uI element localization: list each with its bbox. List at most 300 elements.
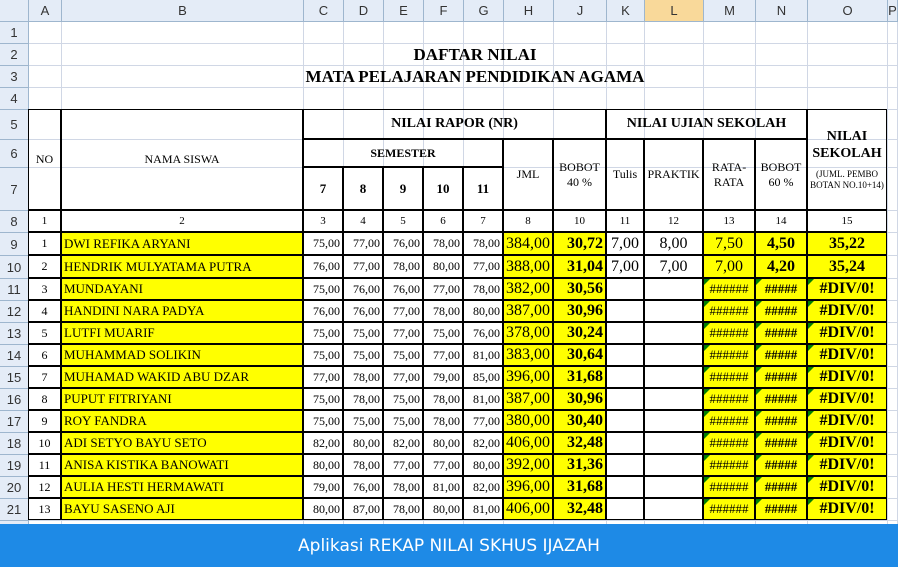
- semester-score[interactable]: 80,00: [343, 432, 383, 454]
- student-name[interactable]: MUHAMAD WAKID ABU DZAR: [61, 366, 303, 388]
- column-number-13[interactable]: 13: [703, 210, 755, 232]
- rata-rata-value[interactable]: ######: [703, 432, 755, 454]
- semester-score[interactable]: 87,00: [343, 498, 383, 520]
- student-name[interactable]: AULIA HESTI HERMAWATI: [61, 476, 303, 498]
- grid-cell[interactable]: [704, 22, 756, 44]
- row-header-12[interactable]: 12: [0, 301, 29, 323]
- student-name[interactable]: PUPUT FITRIYANI: [61, 388, 303, 410]
- row-header-21[interactable]: 21: [0, 499, 29, 521]
- rata-rata-value[interactable]: 7,00: [703, 255, 755, 278]
- jml-value[interactable]: 387,00: [503, 300, 553, 322]
- bobot40-value[interactable]: 30,96: [553, 300, 606, 322]
- rata-rata-value[interactable]: ######: [703, 454, 755, 476]
- rata-rata-value[interactable]: ######: [703, 322, 755, 344]
- column-number-5[interactable]: 5: [383, 210, 423, 232]
- student-name[interactable]: ANISA KISTIKA BANOWATI: [61, 454, 303, 476]
- bobot60-value[interactable]: #####: [755, 300, 807, 322]
- student-no[interactable]: 4: [28, 300, 61, 322]
- jml-value[interactable]: 387,00: [503, 388, 553, 410]
- semester-score[interactable]: 77,00: [423, 278, 463, 300]
- grid-cell[interactable]: [464, 22, 504, 44]
- semester-score[interactable]: 78,00: [343, 454, 383, 476]
- grid-cell[interactable]: [29, 88, 62, 110]
- column-number-15[interactable]: 15: [807, 210, 887, 232]
- tulis-value[interactable]: [606, 410, 644, 432]
- grid-cell[interactable]: [888, 211, 898, 233]
- grid-cell[interactable]: [504, 88, 554, 110]
- column-header-h[interactable]: H: [504, 0, 554, 22]
- jml-value[interactable]: 392,00: [503, 454, 553, 476]
- row-header-14[interactable]: 14: [0, 345, 29, 367]
- grid-cell[interactable]: [888, 323, 898, 345]
- semester-score[interactable]: 78,00: [423, 232, 463, 255]
- semester-score[interactable]: 75,00: [303, 322, 343, 344]
- column-number-6[interactable]: 6: [423, 210, 463, 232]
- jml-value[interactable]: 388,00: [503, 255, 553, 278]
- bobot60-value[interactable]: #####: [755, 498, 807, 520]
- semester-score[interactable]: 80,00: [423, 498, 463, 520]
- jml-value[interactable]: 378,00: [503, 322, 553, 344]
- semester-score[interactable]: 75,00: [423, 322, 463, 344]
- student-no[interactable]: 7: [28, 366, 61, 388]
- nilai-sekolah-value[interactable]: #DIV/0!: [807, 476, 887, 498]
- grid-cell[interactable]: [888, 499, 898, 521]
- grid-cell[interactable]: [888, 22, 898, 44]
- grid-cell[interactable]: [554, 22, 607, 44]
- semester-score[interactable]: 76,00: [343, 476, 383, 498]
- bobot40-value[interactable]: 30,72: [553, 232, 606, 255]
- column-number-14[interactable]: 14: [755, 210, 807, 232]
- semester-score[interactable]: 80,00: [423, 255, 463, 278]
- grid-cell[interactable]: [888, 433, 898, 455]
- jml-value[interactable]: 396,00: [503, 366, 553, 388]
- tulis-value[interactable]: [606, 498, 644, 520]
- header-semester-9[interactable]: 9: [383, 167, 423, 210]
- column-header-p[interactable]: P: [888, 0, 898, 22]
- nilai-sekolah-value[interactable]: 35,22: [807, 232, 887, 255]
- header-semester-7[interactable]: 7: [303, 167, 343, 210]
- column-header-m[interactable]: M: [704, 0, 756, 22]
- rata-rata-value[interactable]: 7,50: [703, 232, 755, 255]
- header-semester-11[interactable]: 11: [463, 167, 503, 210]
- column-number-7[interactable]: 7: [463, 210, 503, 232]
- semester-score[interactable]: 82,00: [303, 432, 343, 454]
- bobot40-value[interactable]: 30,40: [553, 410, 606, 432]
- semester-score[interactable]: 77,00: [343, 232, 383, 255]
- semester-score[interactable]: 75,00: [383, 410, 423, 432]
- column-number-1[interactable]: 1: [28, 210, 61, 232]
- grid-cell[interactable]: [888, 66, 898, 88]
- column-header-n[interactable]: N: [756, 0, 808, 22]
- row-header-7[interactable]: 7: [0, 168, 29, 211]
- semester-score[interactable]: 77,00: [383, 300, 423, 322]
- row-header-2[interactable]: 2: [0, 44, 29, 66]
- grid-cell[interactable]: [756, 22, 808, 44]
- bobot40-value[interactable]: 31,04: [553, 255, 606, 278]
- student-no[interactable]: 9: [28, 410, 61, 432]
- grid-cell[interactable]: [888, 345, 898, 367]
- student-no[interactable]: 8: [28, 388, 61, 410]
- header-bobot-60[interactable]: BOBOT 60 %: [755, 139, 807, 210]
- row-header-6[interactable]: 6: [0, 140, 29, 168]
- semester-score[interactable]: 82,00: [463, 476, 503, 498]
- semester-score[interactable]: 76,00: [383, 232, 423, 255]
- semester-score[interactable]: 81,00: [423, 476, 463, 498]
- student-name[interactable]: BAYU SASENO AJI: [61, 498, 303, 520]
- row-header-9[interactable]: 9: [0, 233, 29, 256]
- row-header-19[interactable]: 19: [0, 455, 29, 477]
- jml-value[interactable]: 384,00: [503, 232, 553, 255]
- header-nama-siswa[interactable]: NAMA SISWA: [61, 109, 303, 210]
- row-header-3[interactable]: 3: [0, 66, 29, 88]
- semester-score[interactable]: 78,00: [423, 388, 463, 410]
- student-no[interactable]: 10: [28, 432, 61, 454]
- nilai-sekolah-value[interactable]: #DIV/0!: [807, 322, 887, 344]
- student-name[interactable]: MUHAMMAD SOLIKIN: [61, 344, 303, 366]
- rata-rata-value[interactable]: ######: [703, 410, 755, 432]
- tulis-value[interactable]: [606, 476, 644, 498]
- praktik-value[interactable]: 8,00: [644, 232, 703, 255]
- grid-cell[interactable]: [29, 22, 62, 44]
- row-header-8[interactable]: 8: [0, 211, 29, 233]
- jml-value[interactable]: 383,00: [503, 344, 553, 366]
- grid-cell[interactable]: [607, 88, 645, 110]
- grid-cell[interactable]: [888, 88, 898, 110]
- praktik-value[interactable]: [644, 278, 703, 300]
- student-name[interactable]: HANDINI NARA PADYA: [61, 300, 303, 322]
- column-number-3[interactable]: 3: [303, 210, 343, 232]
- nilai-sekolah-value[interactable]: #DIV/0!: [807, 388, 887, 410]
- grid-cell[interactable]: [808, 88, 888, 110]
- grid-cell[interactable]: [756, 88, 808, 110]
- row-header-18[interactable]: 18: [0, 433, 29, 455]
- bobot40-value[interactable]: 31,68: [553, 366, 606, 388]
- grid-cell[interactable]: [888, 389, 898, 411]
- semester-score[interactable]: 77,00: [383, 454, 423, 476]
- tulis-value[interactable]: 7,00: [606, 255, 644, 278]
- semester-score[interactable]: 76,00: [343, 278, 383, 300]
- student-no[interactable]: 13: [28, 498, 61, 520]
- column-number-8[interactable]: 8: [503, 210, 553, 232]
- semester-score[interactable]: 82,00: [383, 432, 423, 454]
- semester-score[interactable]: 78,00: [463, 232, 503, 255]
- tulis-value[interactable]: [606, 322, 644, 344]
- bobot60-value[interactable]: 4,20: [755, 255, 807, 278]
- grid-cell[interactable]: [645, 22, 704, 44]
- rata-rata-value[interactable]: ######: [703, 476, 755, 498]
- semester-score[interactable]: 78,00: [383, 476, 423, 498]
- semester-score[interactable]: 75,00: [303, 278, 343, 300]
- praktik-value[interactable]: [644, 300, 703, 322]
- semester-score[interactable]: 75,00: [303, 344, 343, 366]
- header-tulis[interactable]: Tulis: [606, 139, 644, 210]
- semester-score[interactable]: 76,00: [343, 300, 383, 322]
- student-name[interactable]: HENDRIK MULYATAMA PUTRA: [61, 255, 303, 278]
- column-header-o[interactable]: O: [808, 0, 888, 22]
- grid-cell[interactable]: [704, 88, 756, 110]
- nilai-sekolah-value[interactable]: #DIV/0!: [807, 410, 887, 432]
- bobot40-value[interactable]: 32,48: [553, 498, 606, 520]
- grid-cell[interactable]: [888, 411, 898, 433]
- semester-score[interactable]: 78,00: [383, 255, 423, 278]
- row-header-16[interactable]: 16: [0, 389, 29, 411]
- bobot60-value[interactable]: #####: [755, 410, 807, 432]
- semester-score[interactable]: 77,00: [383, 322, 423, 344]
- rata-rata-value[interactable]: ######: [703, 366, 755, 388]
- grid-cell[interactable]: [888, 233, 898, 256]
- row-header-20[interactable]: 20: [0, 477, 29, 499]
- student-name[interactable]: MUNDAYANI: [61, 278, 303, 300]
- header-nilai-ujian[interactable]: NILAI UJIAN SEKOLAH: [606, 109, 807, 139]
- column-header-e[interactable]: E: [384, 0, 424, 22]
- header-semester-8[interactable]: 8: [343, 167, 383, 210]
- row-header-17[interactable]: 17: [0, 411, 29, 433]
- grid-cell[interactable]: [888, 279, 898, 301]
- praktik-value[interactable]: [644, 498, 703, 520]
- semester-score[interactable]: 81,00: [463, 344, 503, 366]
- student-no[interactable]: 2: [28, 255, 61, 278]
- bobot60-value[interactable]: #####: [755, 432, 807, 454]
- grid-cell[interactable]: [888, 301, 898, 323]
- praktik-value[interactable]: [644, 388, 703, 410]
- row-header-5[interactable]: 5: [0, 110, 29, 140]
- bobot40-value[interactable]: 30,64: [553, 344, 606, 366]
- rata-rata-value[interactable]: ######: [703, 300, 755, 322]
- jml-value[interactable]: 382,00: [503, 278, 553, 300]
- nilai-sekolah-value[interactable]: #DIV/0!: [807, 300, 887, 322]
- bobot40-value[interactable]: 30,96: [553, 388, 606, 410]
- nilai-sekolah-value[interactable]: #DIV/0!: [807, 278, 887, 300]
- rata-rata-value[interactable]: ######: [703, 278, 755, 300]
- semester-score[interactable]: 77,00: [343, 255, 383, 278]
- bobot60-value[interactable]: 4,50: [755, 232, 807, 255]
- tulis-value[interactable]: [606, 300, 644, 322]
- grid-cell[interactable]: [888, 256, 898, 279]
- semester-score[interactable]: 85,00: [463, 366, 503, 388]
- grid-cell[interactable]: [888, 140, 898, 168]
- semester-score[interactable]: 75,00: [303, 232, 343, 255]
- header-praktik[interactable]: PRAKTIK: [644, 139, 703, 210]
- student-no[interactable]: 11: [28, 454, 61, 476]
- praktik-value[interactable]: [644, 454, 703, 476]
- tulis-value[interactable]: [606, 388, 644, 410]
- semester-score[interactable]: 81,00: [463, 498, 503, 520]
- bobot40-value[interactable]: 32,48: [553, 432, 606, 454]
- praktik-value[interactable]: [644, 322, 703, 344]
- bobot60-value[interactable]: #####: [755, 278, 807, 300]
- rata-rata-value[interactable]: ######: [703, 388, 755, 410]
- semester-score[interactable]: 76,00: [463, 322, 503, 344]
- column-header-a[interactable]: A: [29, 0, 62, 22]
- semester-score[interactable]: 77,00: [423, 344, 463, 366]
- semester-score[interactable]: 75,00: [383, 388, 423, 410]
- bobot60-value[interactable]: #####: [755, 476, 807, 498]
- rata-rata-value[interactable]: ######: [703, 344, 755, 366]
- semester-score[interactable]: 78,00: [423, 410, 463, 432]
- bobot60-value[interactable]: #####: [755, 388, 807, 410]
- row-header-11[interactable]: 11: [0, 279, 29, 301]
- semester-score[interactable]: 76,00: [303, 255, 343, 278]
- row-header-10[interactable]: 10: [0, 256, 29, 279]
- tulis-value[interactable]: 7,00: [606, 232, 644, 255]
- praktik-value[interactable]: [644, 366, 703, 388]
- grid-cell[interactable]: [424, 22, 464, 44]
- grid-cell[interactable]: [304, 88, 344, 110]
- semester-score[interactable]: 78,00: [343, 388, 383, 410]
- nilai-sekolah-value[interactable]: #DIV/0!: [807, 366, 887, 388]
- grid-cell[interactable]: [607, 22, 645, 44]
- semester-score[interactable]: 77,00: [463, 255, 503, 278]
- semester-score[interactable]: 77,00: [423, 454, 463, 476]
- grid-cell[interactable]: [62, 88, 304, 110]
- semester-score[interactable]: 75,00: [343, 322, 383, 344]
- semester-score[interactable]: 75,00: [343, 344, 383, 366]
- grid-cell[interactable]: [62, 22, 304, 44]
- semester-score[interactable]: 79,00: [303, 476, 343, 498]
- column-header-j[interactable]: J: [554, 0, 607, 22]
- grid-cell[interactable]: [344, 22, 384, 44]
- grid-cell[interactable]: [504, 22, 554, 44]
- semester-score[interactable]: 80,00: [463, 454, 503, 476]
- semester-score[interactable]: 78,00: [383, 498, 423, 520]
- grid-cell[interactable]: [29, 44, 62, 66]
- semester-score[interactable]: 82,00: [463, 432, 503, 454]
- tulis-value[interactable]: [606, 454, 644, 476]
- student-name[interactable]: DWI REFIKA ARYANI: [61, 232, 303, 255]
- column-number-4[interactable]: 4: [343, 210, 383, 232]
- tulis-value[interactable]: [606, 432, 644, 454]
- header-nilai-rapor[interactable]: NILAI RAPOR (NR): [303, 109, 606, 139]
- semester-score[interactable]: 77,00: [463, 410, 503, 432]
- row-header-13[interactable]: 13: [0, 323, 29, 345]
- header-semester-10[interactable]: 10: [423, 167, 463, 210]
- column-header-g[interactable]: G: [464, 0, 504, 22]
- student-no[interactable]: 3: [28, 278, 61, 300]
- sheet-title[interactable]: DAFTAR NILAI: [413, 45, 537, 64]
- row-header-15[interactable]: 15: [0, 367, 29, 389]
- semester-score[interactable]: 80,00: [303, 454, 343, 476]
- semester-score[interactable]: 80,00: [303, 498, 343, 520]
- grid-cell[interactable]: [424, 88, 464, 110]
- column-number-11[interactable]: 11: [606, 210, 644, 232]
- jml-value[interactable]: 406,00: [503, 432, 553, 454]
- student-no[interactable]: 5: [28, 322, 61, 344]
- tulis-value[interactable]: [606, 278, 644, 300]
- nilai-sekolah-value[interactable]: #DIV/0!: [807, 454, 887, 476]
- header-no[interactable]: NO: [28, 109, 61, 210]
- header-nilai-sekolah[interactable]: [807, 109, 887, 210]
- semester-score[interactable]: 81,00: [463, 388, 503, 410]
- column-header-b[interactable]: B: [62, 0, 304, 22]
- semester-score[interactable]: 78,00: [343, 366, 383, 388]
- column-header-f[interactable]: F: [424, 0, 464, 22]
- bobot40-value[interactable]: 30,24: [553, 322, 606, 344]
- column-header-d[interactable]: D: [344, 0, 384, 22]
- column-header-c[interactable]: C: [304, 0, 344, 22]
- header-rata-rata[interactable]: RATA-RATA: [703, 139, 755, 210]
- row-header-4[interactable]: 4: [0, 88, 29, 110]
- student-no[interactable]: 12: [28, 476, 61, 498]
- bobot60-value[interactable]: #####: [755, 366, 807, 388]
- grid-cell[interactable]: [645, 88, 704, 110]
- column-number-2[interactable]: 2: [61, 210, 303, 232]
- semester-score[interactable]: 75,00: [303, 410, 343, 432]
- student-no[interactable]: 6: [28, 344, 61, 366]
- semester-score[interactable]: 75,00: [343, 410, 383, 432]
- jml-value[interactable]: 396,00: [503, 476, 553, 498]
- student-no[interactable]: 1: [28, 232, 61, 255]
- bobot60-value[interactable]: #####: [755, 344, 807, 366]
- grid-cell[interactable]: [888, 44, 898, 66]
- semester-score[interactable]: 77,00: [303, 366, 343, 388]
- grid-cell[interactable]: [384, 88, 424, 110]
- bobot40-value[interactable]: 31,36: [553, 454, 606, 476]
- grid-cell[interactable]: [554, 88, 607, 110]
- grid-cell[interactable]: [888, 477, 898, 499]
- grid-cell[interactable]: [808, 22, 888, 44]
- praktik-value[interactable]: [644, 410, 703, 432]
- jml-value[interactable]: 406,00: [503, 498, 553, 520]
- bobot60-value[interactable]: #####: [755, 322, 807, 344]
- semester-score[interactable]: 75,00: [383, 344, 423, 366]
- row-header-1[interactable]: 1: [0, 22, 29, 44]
- semester-score[interactable]: 78,00: [423, 300, 463, 322]
- grid-cell[interactable]: [888, 110, 898, 140]
- semester-score[interactable]: 75,00: [303, 388, 343, 410]
- column-number-10[interactable]: 10: [553, 210, 606, 232]
- praktik-value[interactable]: [644, 476, 703, 498]
- praktik-value[interactable]: 7,00: [644, 255, 703, 278]
- column-number-12[interactable]: 12: [644, 210, 703, 232]
- header-semester[interactable]: SEMESTER: [303, 139, 503, 167]
- semester-score[interactable]: 78,00: [463, 278, 503, 300]
- nilai-sekolah-value[interactable]: #DIV/0!: [807, 344, 887, 366]
- bobot60-value[interactable]: #####: [755, 454, 807, 476]
- jml-value[interactable]: 380,00: [503, 410, 553, 432]
- grid-cell[interactable]: [304, 22, 344, 44]
- semester-score[interactable]: 80,00: [463, 300, 503, 322]
- nilai-sekolah-value[interactable]: #DIV/0!: [807, 432, 887, 454]
- grid-cell[interactable]: [888, 168, 898, 211]
- semester-score[interactable]: 79,00: [423, 366, 463, 388]
- praktik-value[interactable]: [644, 344, 703, 366]
- semester-score[interactable]: 77,00: [383, 366, 423, 388]
- praktik-value[interactable]: [644, 432, 703, 454]
- grid-cell[interactable]: [29, 66, 62, 88]
- grid-cell[interactable]: [888, 455, 898, 477]
- grid-cell[interactable]: [344, 88, 384, 110]
- column-header-l[interactable]: L: [645, 0, 704, 22]
- column-header-k[interactable]: K: [607, 0, 645, 22]
- bobot40-value[interactable]: 31,68: [553, 476, 606, 498]
- tulis-value[interactable]: [606, 344, 644, 366]
- select-all-corner[interactable]: [0, 0, 29, 22]
- student-name[interactable]: ADI SETYO BAYU SETO: [61, 432, 303, 454]
- grid-cell[interactable]: [464, 88, 504, 110]
- bobot40-value[interactable]: 30,56: [553, 278, 606, 300]
- grid-cell[interactable]: [384, 22, 424, 44]
- sheet-subtitle[interactable]: MATA PELAJARAN PENDIDIKAN AGAMA: [305, 67, 645, 86]
- header-jml[interactable]: JML: [503, 139, 553, 210]
- student-name[interactable]: LUTFI MUARIF: [61, 322, 303, 344]
- semester-score[interactable]: 76,00: [303, 300, 343, 322]
- nilai-sekolah-value[interactable]: 35,24: [807, 255, 887, 278]
- semester-score[interactable]: 80,00: [423, 432, 463, 454]
- header-bobot-40[interactable]: BOBOT 40 %: [553, 139, 606, 210]
- rata-rata-value[interactable]: ######: [703, 498, 755, 520]
- grid-cell[interactable]: [888, 367, 898, 389]
- student-name[interactable]: ROY FANDRA: [61, 410, 303, 432]
